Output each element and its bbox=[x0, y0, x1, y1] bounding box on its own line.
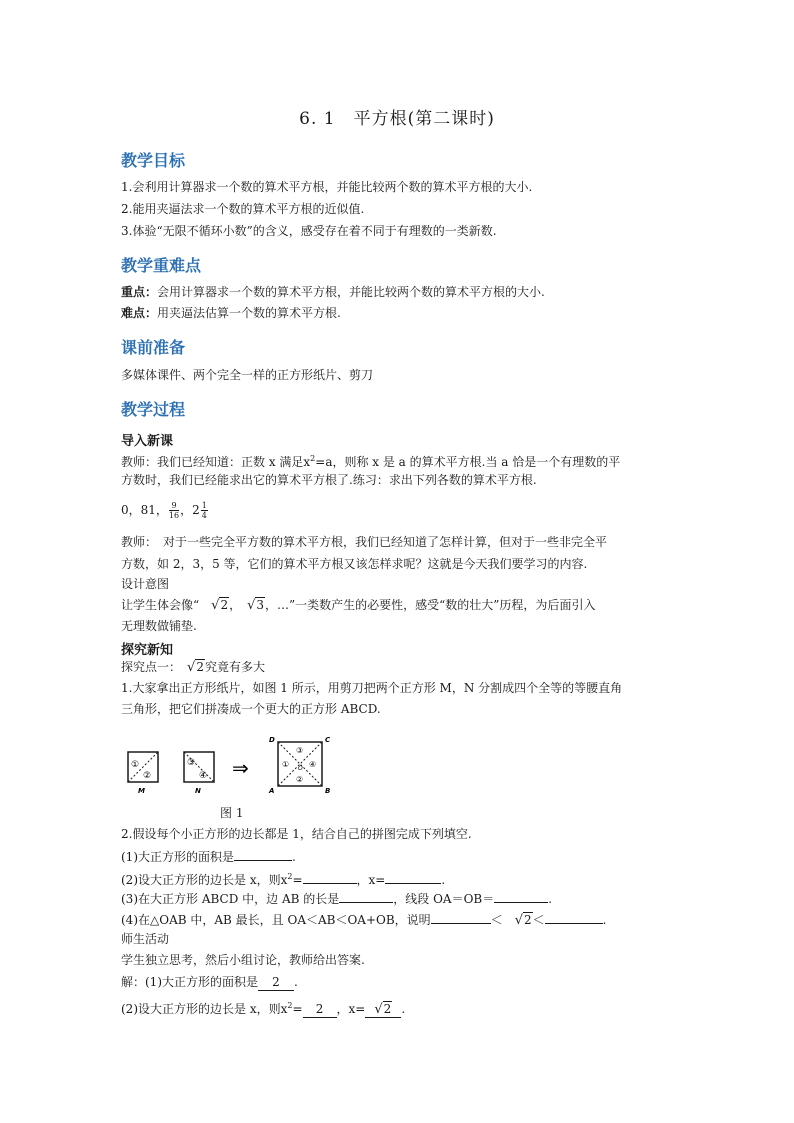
period: . bbox=[548, 892, 553, 906]
page-title: 6. 1 平方根(第二课时) bbox=[299, 109, 495, 129]
intro-paragraph-line2: 方数时，我们已经能求出它的算术平方根了.练习：求出下列各数的算术平方根. bbox=[121, 473, 537, 487]
square-m bbox=[128, 752, 158, 795]
corner-d-label: D bbox=[269, 736, 275, 744]
fraction-numerator: 1 bbox=[201, 501, 207, 510]
square-n-label: N bbox=[195, 787, 201, 795]
solution-2 bbox=[121, 998, 405, 1018]
mixed-whole: 2 bbox=[192, 503, 200, 517]
corner-a-label: A bbox=[269, 787, 275, 795]
question-3 bbox=[121, 890, 552, 907]
goal-item-2: 2.能用夹逼法求一个数的算术平方根的近似值. bbox=[121, 202, 365, 216]
explore-point bbox=[121, 660, 265, 675]
activity-text: 学生独立思考，然后小组讨论，教师给出答案. bbox=[121, 953, 365, 967]
big-piece-1: ① bbox=[282, 760, 290, 769]
fraction-1-4 bbox=[201, 501, 208, 520]
solution-2-answer-2 bbox=[365, 1002, 401, 1018]
fraction-denominator: 16 bbox=[168, 511, 180, 520]
question-1 bbox=[121, 848, 296, 865]
heading-prep: 课前准备 bbox=[121, 338, 186, 357]
difficult-text: 用夹逼法估算一个数的算术平方根. bbox=[157, 306, 341, 320]
question-1-text: (1)大正方形的面积是 bbox=[121, 850, 234, 864]
sqrt-2: √2 bbox=[374, 1002, 392, 1017]
question-4-text-b: ＜ bbox=[490, 913, 515, 927]
question-2-text-c: ，x= bbox=[356, 873, 386, 887]
question-2-text-b: = bbox=[292, 873, 303, 887]
key-point bbox=[121, 285, 545, 300]
point-text: 究竟有多大 bbox=[204, 660, 265, 674]
intro-text-a: 教师：我们已经知道：正数 x 满足x bbox=[121, 455, 311, 469]
question-4 bbox=[121, 911, 606, 928]
piece-4-label: ④ bbox=[199, 771, 208, 781]
figure-1 bbox=[0, 730, 794, 820]
period: . bbox=[292, 850, 296, 864]
figure-caption: 图 1 bbox=[220, 806, 244, 820]
sqrt-2: √2 bbox=[211, 598, 229, 613]
design-line1 bbox=[121, 598, 595, 613]
answer-blank[interactable] bbox=[339, 890, 393, 903]
sqrt-3: √3 bbox=[247, 598, 265, 613]
solution-1 bbox=[121, 975, 298, 991]
answer-blank[interactable] bbox=[234, 848, 292, 861]
fraction-numerator: 9 bbox=[169, 501, 179, 511]
center-o-label: O bbox=[298, 765, 303, 772]
question-2 bbox=[121, 869, 445, 888]
sqrt-2: √2 bbox=[514, 913, 532, 928]
design-label: 设计意图 bbox=[121, 577, 170, 591]
step2-text: 2.假设每个小正方形的边长都是 1，结合自己的拼图完成下列填空. bbox=[121, 827, 472, 841]
big-piece-2: ② bbox=[296, 775, 304, 784]
question-4-text-c: ＜ bbox=[532, 913, 545, 927]
difficult-label: 难点： bbox=[121, 306, 158, 320]
solution-2-sup: 2 bbox=[287, 1001, 293, 1010]
period: . bbox=[441, 873, 446, 887]
figure-1-drawing bbox=[0, 730, 794, 820]
point-label: 探究点一： bbox=[121, 660, 188, 674]
square-m-label: M bbox=[138, 787, 145, 795]
design-text-mid: ， bbox=[229, 598, 248, 612]
goal-item-1: 1.会利用计算器求一个数的算术平方根，并能比较两个数的算术平方根的大小. bbox=[121, 180, 533, 194]
design-text-a: 让学生体会像“ bbox=[121, 598, 212, 612]
solution-2-text-a: (2)设大正方形的边长是 x，则x bbox=[121, 1002, 288, 1016]
fraction-denominator: 4 bbox=[201, 511, 207, 520]
solution-1-answer: 2 bbox=[258, 975, 294, 991]
numbers-separator: ， bbox=[180, 503, 193, 517]
step1-line2: 三角形，把它们拼凑成一个更大的正方形 ABCD. bbox=[121, 702, 381, 716]
heading-keypoints: 教学重难点 bbox=[121, 256, 202, 275]
solution-2-text-b: = bbox=[292, 1002, 303, 1016]
prep-text: 多媒体课件、两个完全一样的正方形纸片、剪刀 bbox=[121, 368, 374, 382]
piece-2-label: ② bbox=[143, 771, 152, 781]
key-label: 重点： bbox=[121, 285, 158, 299]
heading-goals: 教学目标 bbox=[121, 151, 186, 170]
square-n bbox=[184, 752, 214, 795]
question-2-text-a: (2)设大正方形的边长是 x，则x bbox=[121, 873, 288, 887]
heading-intro: 导入新课 bbox=[121, 434, 174, 449]
solution-2-text-c: ，x= bbox=[336, 1002, 366, 1016]
intro-sup: 2 bbox=[310, 454, 316, 463]
design-line2: 无理数做铺垫. bbox=[121, 619, 197, 633]
heading-process: 教学过程 bbox=[121, 400, 186, 419]
question-3-text-b: ，线段 OA＝OB＝ bbox=[393, 892, 495, 906]
goal-item-3: 3.体验“无限不循环小数”的含义，感受存在着不同于有理数的一类新数. bbox=[121, 224, 497, 238]
solution-2-answer-1: 2 bbox=[303, 1002, 337, 1018]
difficult-point bbox=[121, 306, 341, 321]
numbers-line bbox=[121, 501, 209, 520]
answer-blank[interactable] bbox=[303, 871, 357, 884]
answer-blank[interactable] bbox=[431, 911, 491, 924]
big-square-abcd bbox=[268, 736, 331, 795]
question-4-text-a: (4)在△OAB 中，AB 最长，且 OA＜AB＜OA+OB，说明 bbox=[121, 913, 431, 927]
question-2-sup: 2 bbox=[287, 872, 293, 881]
activity-label: 师生活动 bbox=[121, 932, 170, 946]
big-piece-3: ③ bbox=[296, 746, 304, 755]
corner-b-label: B bbox=[325, 787, 331, 795]
numbers-text: 0，81， bbox=[121, 503, 168, 517]
sqrt-2: √2 bbox=[187, 660, 204, 675]
answer-blank[interactable] bbox=[494, 890, 548, 903]
intro-text-b: =a，则称 x 是 a 的算术平方根.当 a 恰是一个有理数的平 bbox=[315, 455, 621, 469]
intro-paragraph-line1 bbox=[121, 451, 620, 470]
step1-line1: 1.大家拿出正方形纸片，如图 1 所示，用剪刀把两个正方形 M，N 分割成四个全等的等腰直角 bbox=[121, 681, 623, 695]
intro-paragraph2-line1: 教师： 对于一些完全平方数的算术平方根，我们已经知道了怎样计算，但对于一些非完全平 bbox=[121, 535, 608, 549]
period: . bbox=[401, 1002, 406, 1016]
heading-explore: 探究新知 bbox=[121, 643, 174, 658]
intro-paragraph2-line2: 方数，如 2，3，5 等，它们的算术平方根又该怎样求呢？这就是今天我们要学习的内容. bbox=[121, 557, 588, 571]
solution-1-text: 解：(1)大正方形的面积是 bbox=[121, 975, 258, 989]
period: . bbox=[602, 913, 607, 927]
answer-blank[interactable] bbox=[545, 911, 603, 924]
big-piece-4: ④ bbox=[309, 760, 317, 769]
piece-3-label: ③ bbox=[187, 758, 196, 768]
answer-blank[interactable] bbox=[385, 871, 441, 884]
corner-c-label: C bbox=[325, 736, 331, 744]
key-text: 会用计算器求一个数的算术平方根，并能比较两个数的算术平方根的大小. bbox=[157, 285, 545, 299]
fraction-9-16 bbox=[169, 501, 179, 520]
arrow-icon: ⇒ bbox=[232, 756, 249, 780]
piece-1-label: ① bbox=[131, 760, 140, 770]
period: . bbox=[294, 975, 298, 989]
question-3-text-a: (3)在大正方形 ABCD 中，边 AB 的长是 bbox=[121, 892, 340, 906]
design-text-b: ，…”一类数产生的必要性，感受“数的壮大”历程，为后面引入 bbox=[265, 598, 596, 612]
